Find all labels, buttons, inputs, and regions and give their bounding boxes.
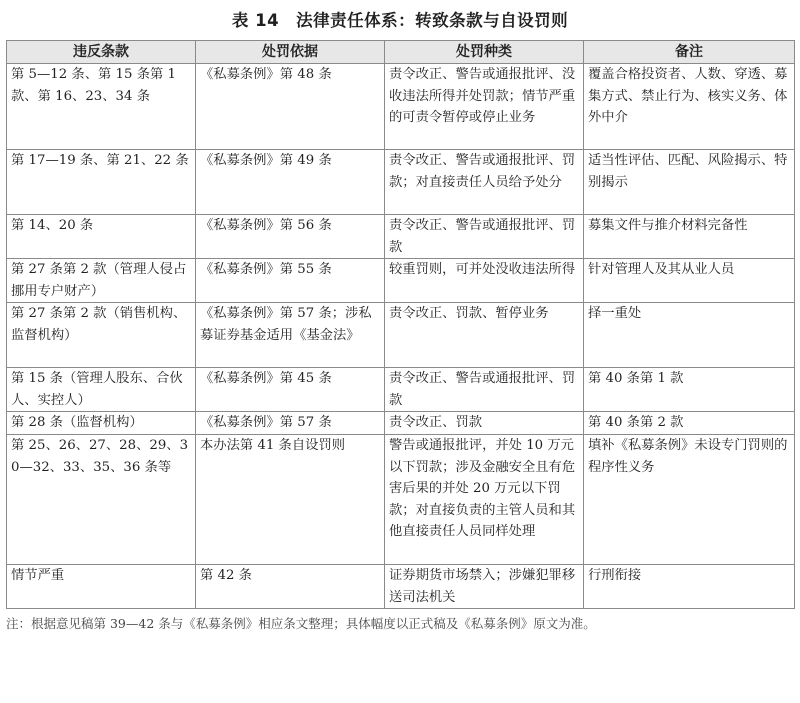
cell-penalty-basis: 《私募条例》第 57 条；涉私募证券基金适用《基金法》 <box>196 303 385 368</box>
cell-penalty-basis: 第 42 条 <box>196 565 385 609</box>
cell-violated-article: 第 27 条第 2 款（销售机构、监督机构） <box>7 303 196 368</box>
cell-penalty-type: 责令改正、警告或通报批评、罚款 <box>385 368 584 412</box>
cell-penalty-type: 较重罚则，可并处没收违法所得 <box>385 259 584 303</box>
cell-remarks: 填补《私募条例》未设专门罚则的程序性义务 <box>584 435 795 565</box>
cell-remarks: 针对管理人及其从业人员 <box>584 259 795 303</box>
cell-penalty-type: 责令改正、警告或通报批评、罚款 <box>385 215 584 259</box>
cell-penalty-basis: 《私募条例》第 45 条 <box>196 368 385 412</box>
cell-violated-article: 情节严重 <box>7 565 196 609</box>
table-header-row <box>7 41 795 64</box>
cell-violated-article: 第 14、20 条 <box>7 215 196 259</box>
table-row <box>7 215 795 259</box>
cell-remarks: 第 40 条第 1 款 <box>584 368 795 412</box>
cell-penalty-type: 责令改正、警告或通报批评、罚款；对直接责任人员给予处分 <box>385 150 584 215</box>
cell-remarks: 第 40 条第 2 款 <box>584 412 795 435</box>
cell-penalty-type: 责令改正、罚款、暂停业务 <box>385 303 584 368</box>
cell-remarks: 覆盖合格投资者、人数、穿透、募集方式、禁止行为、核实义务、体外中介 <box>584 64 795 150</box>
cell-penalty-basis: 《私募条例》第 57 条 <box>196 412 385 435</box>
cell-remarks: 适当性评估、匹配、风险揭示、特别揭示 <box>584 150 795 215</box>
cell-penalty-type: 责令改正、警告或通报批评、没收违法所得并处罚款；情节严重的可责令暂停或停止业务 <box>385 64 584 150</box>
header-remarks: 备注 <box>584 41 795 64</box>
table-row <box>7 368 795 412</box>
table-row <box>7 150 795 215</box>
cell-penalty-basis: 《私募条例》第 48 条 <box>196 64 385 150</box>
legal-liability-table <box>6 40 795 609</box>
cell-penalty-basis: 《私募条例》第 55 条 <box>196 259 385 303</box>
header-penalty-basis: 处罚依据 <box>196 41 385 64</box>
cell-violated-article: 第 5—12 条、第 15 条第 1 款、第 16、23、34 条 <box>7 64 196 150</box>
cell-violated-article: 第 27 条第 2 款（管理人侵占挪用专户财产） <box>7 259 196 303</box>
cell-violated-article: 第 25、26、27、28、29、30—32、33、35、36 条等 <box>7 435 196 565</box>
cell-penalty-basis: 本办法第 41 条自设罚则 <box>196 435 385 565</box>
header-violated-article: 违反条款 <box>7 41 196 64</box>
table-row <box>7 435 795 565</box>
cell-penalty-basis: 《私募条例》第 49 条 <box>196 150 385 215</box>
cell-remarks: 择一重处 <box>584 303 795 368</box>
table-title: 表 14 法律责任体系：转致条款与自设罚则 <box>231 11 569 30</box>
cell-penalty-type: 责令改正、罚款 <box>385 412 584 435</box>
table-row <box>7 565 795 609</box>
cell-penalty-basis: 《私募条例》第 56 条 <box>196 215 385 259</box>
cell-remarks: 行刑衔接 <box>584 565 795 609</box>
table-row <box>7 259 795 303</box>
header-penalty-type: 处罚种类 <box>385 41 584 64</box>
table-footnote: 注：根据意见稿第 39—42 条与《私募条例》相应条文整理；具体幅度以正式稿及《私募条例》原文为准。 <box>6 616 596 631</box>
table-row <box>7 412 795 435</box>
cell-violated-article: 第 15 条（管理人股东、合伙人、实控人） <box>7 368 196 412</box>
cell-remarks: 募集文件与推介材料完备性 <box>584 215 795 259</box>
cell-violated-article: 第 17—19 条、第 21、22 条 <box>7 150 196 215</box>
table-row <box>7 303 795 368</box>
cell-penalty-type: 警告或通报批评，并处 10 万元以下罚款；涉及金融安全且有危害后果的并处 20 万元以下罚款；对直接负责的主管人员和其他直接责任人员同样处理 <box>385 435 584 565</box>
cell-penalty-type: 证券期货市场禁入；涉嫌犯罪移送司法机关 <box>385 565 584 609</box>
cell-violated-article: 第 28 条（监督机构） <box>7 412 196 435</box>
table-row <box>7 64 795 150</box>
